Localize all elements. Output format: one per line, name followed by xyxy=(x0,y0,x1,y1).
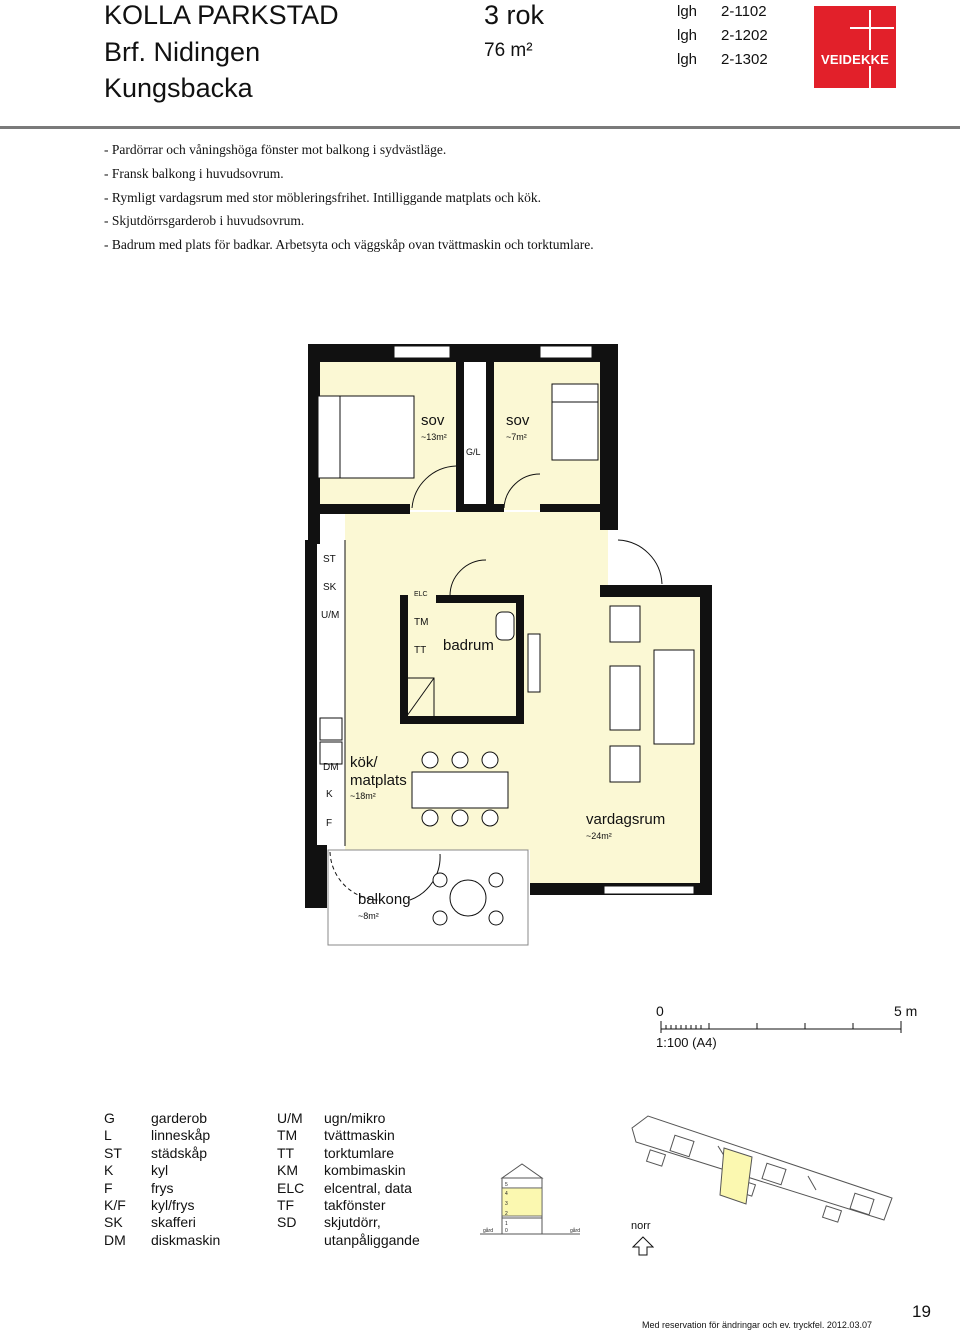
room-label: vardagsrum xyxy=(586,811,666,828)
legend-row: K kyl xyxy=(104,1162,169,1179)
legend-row: SK skafferi xyxy=(104,1214,196,1231)
floor-number: 1 xyxy=(505,1221,508,1227)
footer-note: Med reservation för ändringar och ev. tryckfel. 2012.03.07 xyxy=(642,1320,872,1330)
north-label: norr xyxy=(631,1220,651,1232)
legend-row: TF takfönster xyxy=(277,1197,386,1214)
plan-code: F xyxy=(326,818,333,829)
apartment-row: lgh 2-1202 xyxy=(677,27,768,44)
room-area: ~24m² xyxy=(586,831,612,841)
section-label: gård xyxy=(483,1228,494,1234)
room-area: ~18m² xyxy=(350,791,376,801)
floor-number: 2 xyxy=(505,1211,508,1217)
room-label: sov xyxy=(421,412,445,429)
legend-row: SD skjutdörr, xyxy=(277,1214,381,1231)
plan-code: K xyxy=(326,789,333,800)
north-arrow-icon xyxy=(632,1236,654,1256)
veidekke-logo xyxy=(814,6,896,88)
apartment-area: 76 m² xyxy=(484,40,533,61)
plan-code: G/L xyxy=(466,447,481,457)
room-label: sov xyxy=(506,412,530,429)
floor-number: 0 xyxy=(505,1228,508,1234)
plan-code: U/M xyxy=(321,610,340,621)
room-area: ~7m² xyxy=(506,432,527,442)
legend-row: ELC elcentral, data xyxy=(277,1179,412,1196)
plan-code: ST xyxy=(323,554,336,565)
room-label: matplats xyxy=(350,772,407,789)
floor-number: 5 xyxy=(505,1182,508,1188)
building-section xyxy=(480,1160,590,1250)
project-title: KOLLA PARKSTAD xyxy=(104,0,339,30)
floor-plan xyxy=(300,340,720,950)
logo-grid-icon xyxy=(814,6,896,88)
floor-number: 3 xyxy=(505,1201,508,1207)
legend-row: TM tvättmaskin xyxy=(277,1127,395,1144)
plan-code: TM xyxy=(414,617,429,628)
legend-row: DM diskmaskin xyxy=(104,1231,221,1248)
feature-item: - Badrum med plats för badkar. Arbetsyta och väggskåp ovan tvättmaskin och torktumlare. xyxy=(104,237,594,253)
plan-code: TT xyxy=(414,645,427,656)
legend-row: L linneskåp xyxy=(104,1127,211,1144)
key-plan xyxy=(628,1108,918,1228)
legend-row: ST städskåp xyxy=(104,1144,208,1161)
legend-row: utanpåliggande xyxy=(324,1231,420,1248)
city-name: Kungsbacka xyxy=(104,73,253,103)
plan-code: SK xyxy=(323,582,337,593)
apartment-list xyxy=(677,0,768,72)
floor-number: 4 xyxy=(505,1191,508,1197)
room-label: badrum xyxy=(443,637,494,654)
room-area: ~8m² xyxy=(358,911,379,921)
apartment-row: lgh 2-1102 xyxy=(677,3,767,20)
feature-item: - Pardörrar och våningshöga fönster mot balkong i sydvästläge. xyxy=(104,142,447,157)
scale-end: 5 m xyxy=(894,1003,918,1019)
page-number: 19 xyxy=(912,1302,931,1321)
legend-left xyxy=(104,1110,220,1249)
scale-start: 0 xyxy=(656,1003,664,1019)
room-label: kök/ xyxy=(350,754,378,771)
room-area: ~13m² xyxy=(421,432,447,442)
feature-item: - Skjutdörrsgarderob i huvudsovrum. xyxy=(104,213,305,229)
logo-text: VEIDEKKE xyxy=(820,52,890,67)
legend-right xyxy=(277,1110,420,1249)
plan-code: ELC xyxy=(414,591,428,598)
legend-row: KM kombimaskin xyxy=(277,1162,406,1179)
room-label: balkong xyxy=(358,891,411,908)
legend-row: G garderob xyxy=(104,1110,208,1126)
legend-row: TT torktumlare xyxy=(277,1144,395,1161)
legend-row: K/F kyl/frys xyxy=(104,1197,195,1214)
section-label: gård xyxy=(570,1228,581,1234)
legend-row: U/M ugn/mikro xyxy=(277,1110,386,1126)
feature-list xyxy=(104,138,594,257)
room-count: 3 rok xyxy=(484,0,545,30)
legend-row: F frys xyxy=(104,1179,174,1196)
feature-item: - Fransk balkong i huvudsovrum. xyxy=(104,165,284,181)
feature-item: - Rymligt vardagsrum med stor möbleringsfrihet. Intilliggande matplats och kök. xyxy=(104,189,542,205)
plan-code: DM xyxy=(323,762,339,773)
scale-ratio: 1:100 (A4) xyxy=(656,1035,717,1050)
header-divider xyxy=(0,126,960,129)
apartment-row: lgh 2-1302 xyxy=(677,51,768,68)
association-name: Brf. Nidingen xyxy=(104,37,261,67)
